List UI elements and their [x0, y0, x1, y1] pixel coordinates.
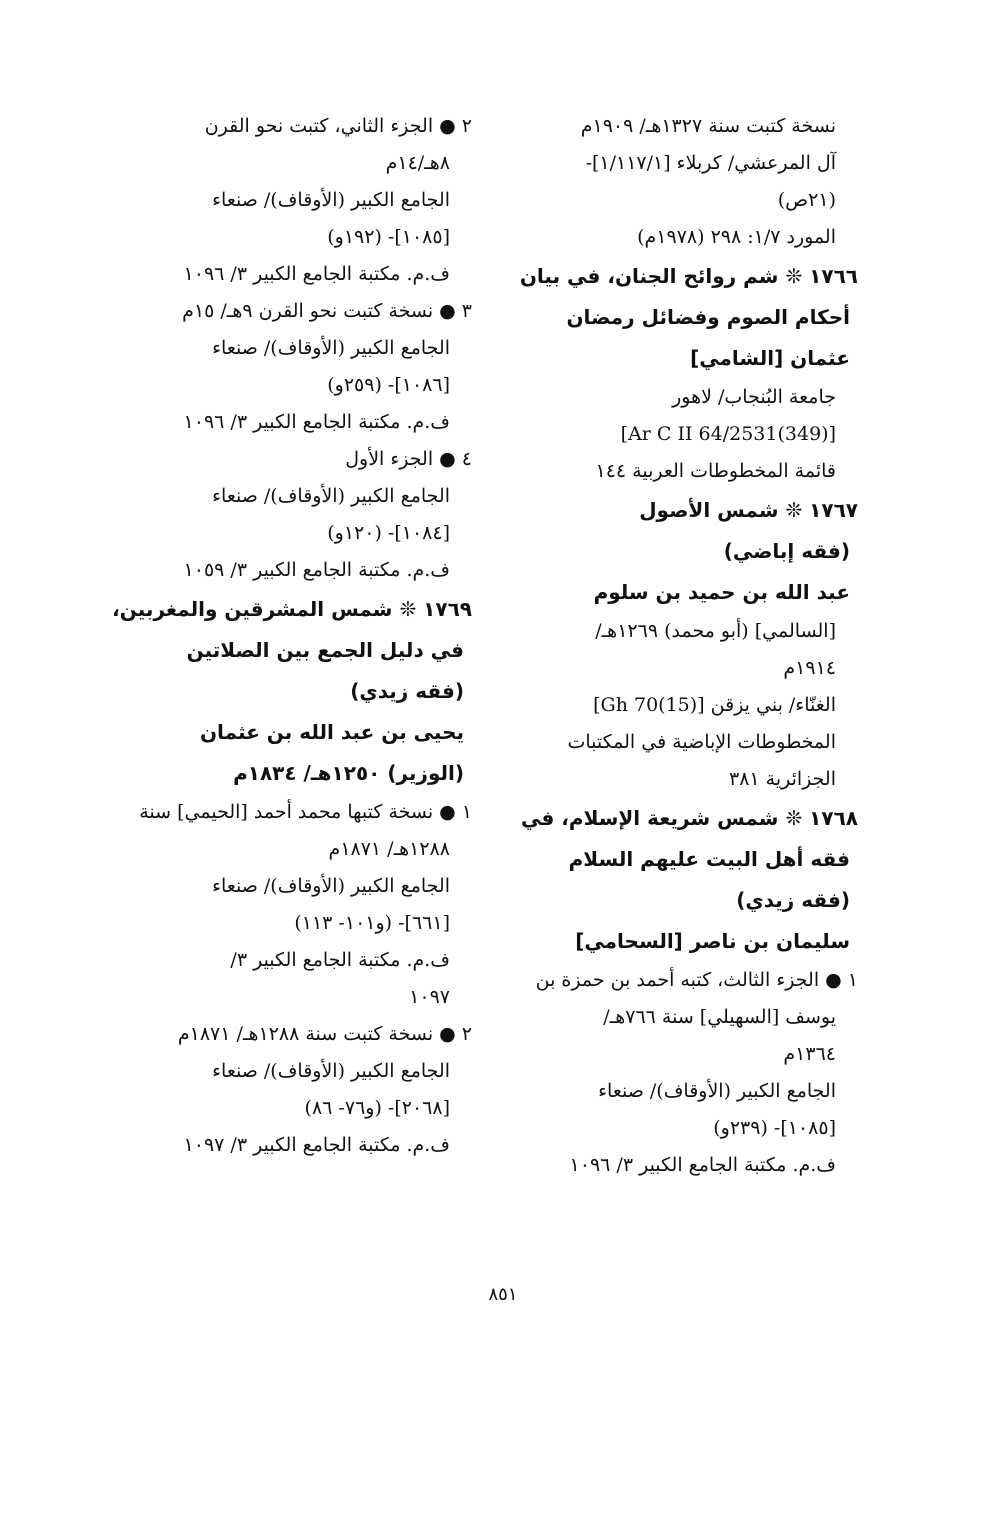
entry-text-line: يوسف [السهيلي] سنة ٧٦٦هـ/	[603, 1006, 836, 1028]
right-column	[518, 108, 858, 1184]
entry-heading-line: يحيى بن عبد الله بن عثمان	[199, 720, 464, 744]
entry-heading-line: في دليل الجمع بين الصلاتين	[186, 638, 464, 662]
entry-text-line: ٨هـ/١٤م	[385, 152, 450, 174]
entry-text-line: [(349)Ar C II 64/2531]	[620, 423, 836, 445]
entry-text-line: [١٠٨٤]- (١٢٠و)	[327, 522, 450, 544]
entry-text-line: ف.م. مكتبة الجامع الكبير ٣/ ١٠٩٦	[569, 1154, 836, 1176]
entry-text-line: [١٠٨٥]- (١٩٢و)	[327, 226, 450, 248]
entry-text-line: ف.م. مكتبة الجامع الكبير ٣/ ١٠٩٦	[183, 263, 450, 285]
entry-text-line: ١٠٩٧	[409, 986, 450, 1008]
entry-text-line: ١٢٨٨هـ/ ١٨٧١م	[328, 838, 450, 860]
entry-text-line: الجامع الكبير (الأوقاف)/ صنعاء	[598, 1080, 836, 1102]
entry-text-line: ١٣٦٤م	[783, 1043, 836, 1065]
entry-text-line: ف.م. مكتبة الجامع الكبير ٣/ ١٠٩٧	[183, 1134, 450, 1156]
entry-text-line: الجامع الكبير (الأوقاف)/ صنعاء	[212, 337, 450, 359]
entry-text-line: ١ ● نسخة كتبها محمد أحمد [الحيمي] سنة	[139, 801, 472, 823]
entry-text-line: ٤ ● الجزء الأول	[345, 448, 472, 470]
entry-text-line: [السالمي] (أبو محمد) ١٢٦٩هـ/	[595, 620, 836, 642]
entry-heading-line: ١٧٦٧ ❊ شمس الأصول	[639, 498, 858, 522]
entry-heading-line: (الوزير) ١٢٥٠هـ/ ١٨٣٤م	[233, 761, 464, 785]
entry-text-line: الجزائرية ٣٨١	[728, 768, 836, 790]
entry-heading-line: ١٧٦٨ ❊ شمس شريعة الإسلام، في	[521, 806, 858, 830]
entry-text-line: ٢ ● نسخة كتبت سنة ١٢٨٨هـ/ ١٨٧١م	[177, 1023, 472, 1045]
entry-text-line: آل المرعشي/ كربلاء [١/١١٧/١]-	[585, 152, 836, 174]
entry-text-line: ١ ● الجزء الثالث، كتبه أحمد بن حمزة بن	[535, 969, 858, 991]
entry-text-line: ف.م. مكتبة الجامع الكبير ٣/ ١٠٩٦	[183, 411, 450, 433]
entry-text-line: ٢ ● الجزء الثاني، كتبت نحو القرن	[204, 115, 472, 137]
entry-text-line: الجامع الكبير (الأوقاف)/ صنعاء	[212, 875, 450, 897]
entry-heading-line: فقه أهل البيت عليهم السلام	[568, 847, 850, 871]
entry-text-line: [٢٠٦٨]- (و٧٦- ٨٦)	[304, 1097, 450, 1119]
entry-text-line: المخطوطات الإباضية في المكتبات	[567, 731, 836, 753]
entry-text-line: ف.م. مكتبة الجامع الكبير ٣/ ١٠٥٩	[183, 559, 450, 581]
entry-text-line: [١٠٨٥]- (٢٣٩و)	[713, 1117, 836, 1139]
entry-heading-line: ١٧٦٦ ❊ شم روائح الجنان، في بيان	[519, 264, 858, 288]
entry-text-line: الجامع الكبير (الأوقاف)/ صنعاء	[212, 1060, 450, 1082]
entry-text-line: ف.م. مكتبة الجامع الكبير ٣/	[230, 949, 450, 971]
entry-text-line: ١٩١٤م	[783, 657, 836, 679]
entry-heading-line: عبد الله بن حميد بن سلوم	[593, 580, 850, 604]
left-column	[112, 108, 472, 1164]
entry-text-line: الجامع الكبير (الأوقاف)/ صنعاء	[212, 485, 450, 507]
entry-text-line: [٦٦١]- (و١٠١- ١١٣)	[294, 912, 450, 934]
entry-text-line: (٢١ص)	[777, 189, 836, 211]
entry-text-line: قائمة المخطوطات العربية ١٤٤	[595, 460, 836, 482]
entry-text-line: المورد ١/٧: ٢٩٨ (١٩٧٨م)	[637, 226, 836, 248]
entry-heading-line: عثمان [الشامي]	[690, 346, 850, 370]
entry-heading-line: (فقه زيدي)	[350, 679, 464, 703]
entry-heading-line: أحكام الصوم وفضائل رمضان	[566, 305, 850, 329]
entry-text-line: [١٠٨٦]- (٢٥٩و)	[327, 374, 450, 396]
entry-text-line: نسخة كتبت سنة ١٣٢٧هـ/ ١٩٠٩م	[580, 115, 836, 137]
entry-heading-line: ١٧٦٩ ❊ شمس المشرقين والمغربين،	[112, 597, 472, 621]
entry-heading-line: (فقه زيدي)	[736, 888, 850, 912]
page-number: ٨٥١	[488, 1284, 518, 1305]
entry-text-line: الجامع الكبير (الأوقاف)/ صنعاء	[212, 189, 450, 211]
entry-text-line: ٣ ● نسخة كتبت نحو القرن ٩هـ/ ١٥م	[182, 300, 472, 322]
entry-heading-line: سليمان بن ناصر [السحامي]	[575, 929, 850, 953]
entry-text-line: جامعة البُنجاب/ لاهور	[672, 386, 836, 408]
entry-text-line: الغنّاء/ بني يزقن [(15)Gh 70]	[593, 694, 836, 716]
entry-heading-line: (فقه إباضي)	[723, 539, 850, 563]
